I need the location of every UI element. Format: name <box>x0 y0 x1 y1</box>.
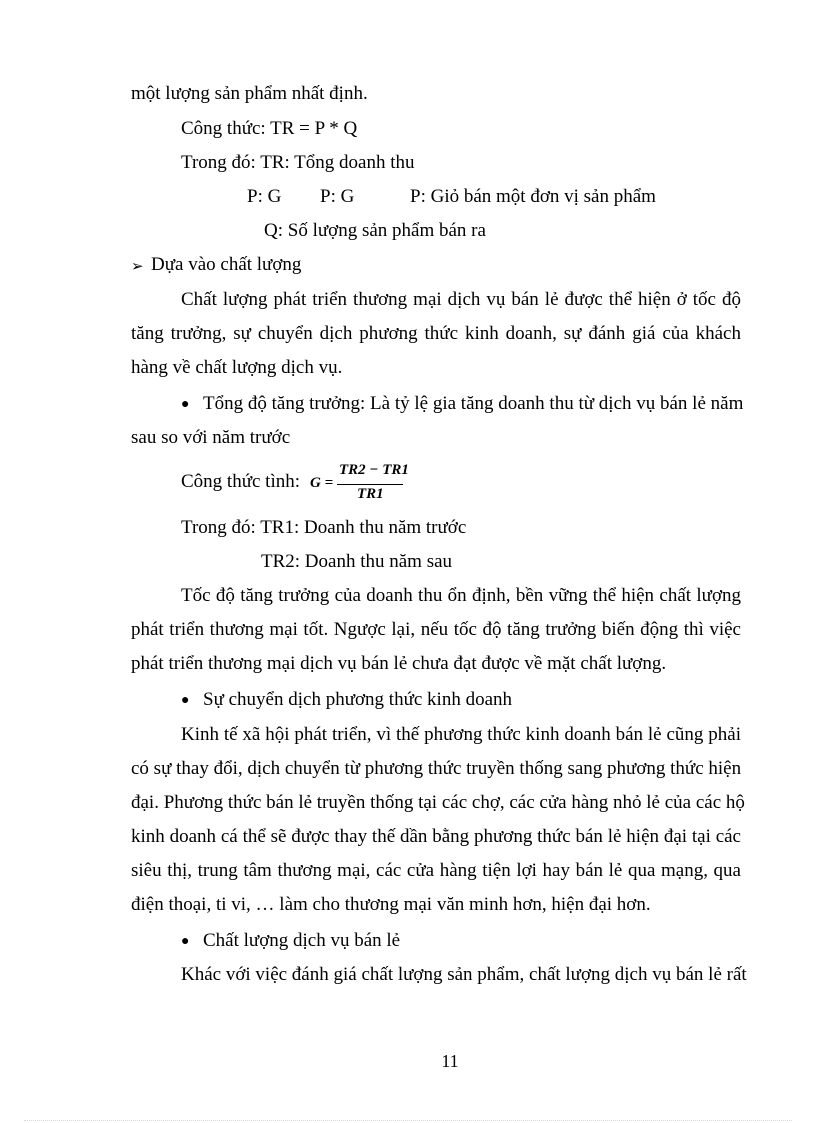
text-line: P: Giỏ bán một đơn vị sản phẩm <box>410 186 656 207</box>
paragraph-line: đại. Phương thức bán lẻ truyền thống tại các chợ, các cửa hàng nhỏ lẻ của các hộ <box>131 792 745 813</box>
text-line: TR2: Doanh thu năm sau <box>261 551 453 572</box>
paragraph-line: có sự thay đổi, dịch chuyển từ phương thức truyền thống sang phương thức hiện <box>131 758 742 779</box>
formula-denominator: TR1 <box>357 486 384 502</box>
text-line: Trong đó: TR1: Doanh thu năm trước <box>181 517 467 538</box>
bullet-icon: ● <box>181 934 190 949</box>
formula-label: Công thức tình: <box>181 471 301 492</box>
bullet-item: Chất lượng dịch vụ bán lẻ <box>203 930 401 951</box>
formula-numerator: TR2 − TR1 <box>339 462 409 478</box>
arrow-icon: ➢ <box>131 259 144 275</box>
paragraph-line: tăng trưởng, sự chuyển dịch phương thức kinh doanh, sự đánh giá của khách <box>131 323 741 344</box>
paragraph-line: kinh doanh cá thể sẽ được thay thế dần bằng phương thức bán lẻ hiện đại tại các <box>131 826 741 847</box>
section-heading: Dựa vào chất lượng <box>151 254 302 275</box>
bullet-item: Tổng độ tăng trưởng: Là tỷ lệ gia tăng doanh thu từ dịch vụ bán lẻ năm <box>203 393 744 414</box>
paragraph-line: siêu thị, trung tâm thương mại, các cửa hàng tiện lợi hay bán lẻ qua mạng, qua <box>131 860 741 881</box>
page-number: 11 <box>441 1051 459 1071</box>
bullet-icon: ● <box>181 397 190 412</box>
formula-tr-line: Công thức: TR = P * Q <box>181 118 358 139</box>
paragraph-line: Chất lượng phát triển thương mại dịch vụ bán lẻ được thể hiện ở tốc độ <box>181 289 741 310</box>
formula-lhs: G = <box>310 475 334 491</box>
paragraph-line: điện thoại, ti vi, … làm cho thương mại văn minh hơn, hiện đại hơn. <box>131 894 651 915</box>
bullet-icon: ● <box>181 693 190 708</box>
paragraph-line: Tốc độ tăng trưởng của doanh thu ổn định, bền vững thể hiện chất lượng <box>181 585 741 606</box>
bullet-item: Sự chuyển dịch phương thức kinh doanh <box>203 689 513 710</box>
text-line: P: G <box>320 186 355 207</box>
paragraph-line: phát triển thương mại dịch vụ bán lẻ chưa đạt được về mặt chất lượng. <box>131 653 667 674</box>
paragraph-line: hàng về chất lượng dịch vụ. <box>131 357 343 378</box>
text-line: P: G <box>247 186 282 207</box>
text-line: Trong đó: TR: Tổng doanh thu <box>181 152 415 173</box>
paragraph-line: Kinh tế xã hội phát triển, vì thế phương thức kinh doanh bán lẻ cũng phải <box>181 724 741 745</box>
page-edge-divider <box>24 1120 792 1121</box>
text-line: Q: Số lượng sản phẩm bán ra <box>264 220 486 241</box>
paragraph-line: phát triển thương mại tốt. Ngược lại, nếu tốc độ tăng trưởng biến động thì việc <box>131 619 741 640</box>
text-line: một lượng sản phẩm nhất định. <box>131 83 368 104</box>
paragraph-line: Khác với việc đánh giá chất lượng sản phẩm, chất lượng dịch vụ bán lẻ rất <box>181 964 747 985</box>
paragraph-line: sau so với năm trước <box>131 427 291 448</box>
fraction-bar <box>337 484 403 485</box>
